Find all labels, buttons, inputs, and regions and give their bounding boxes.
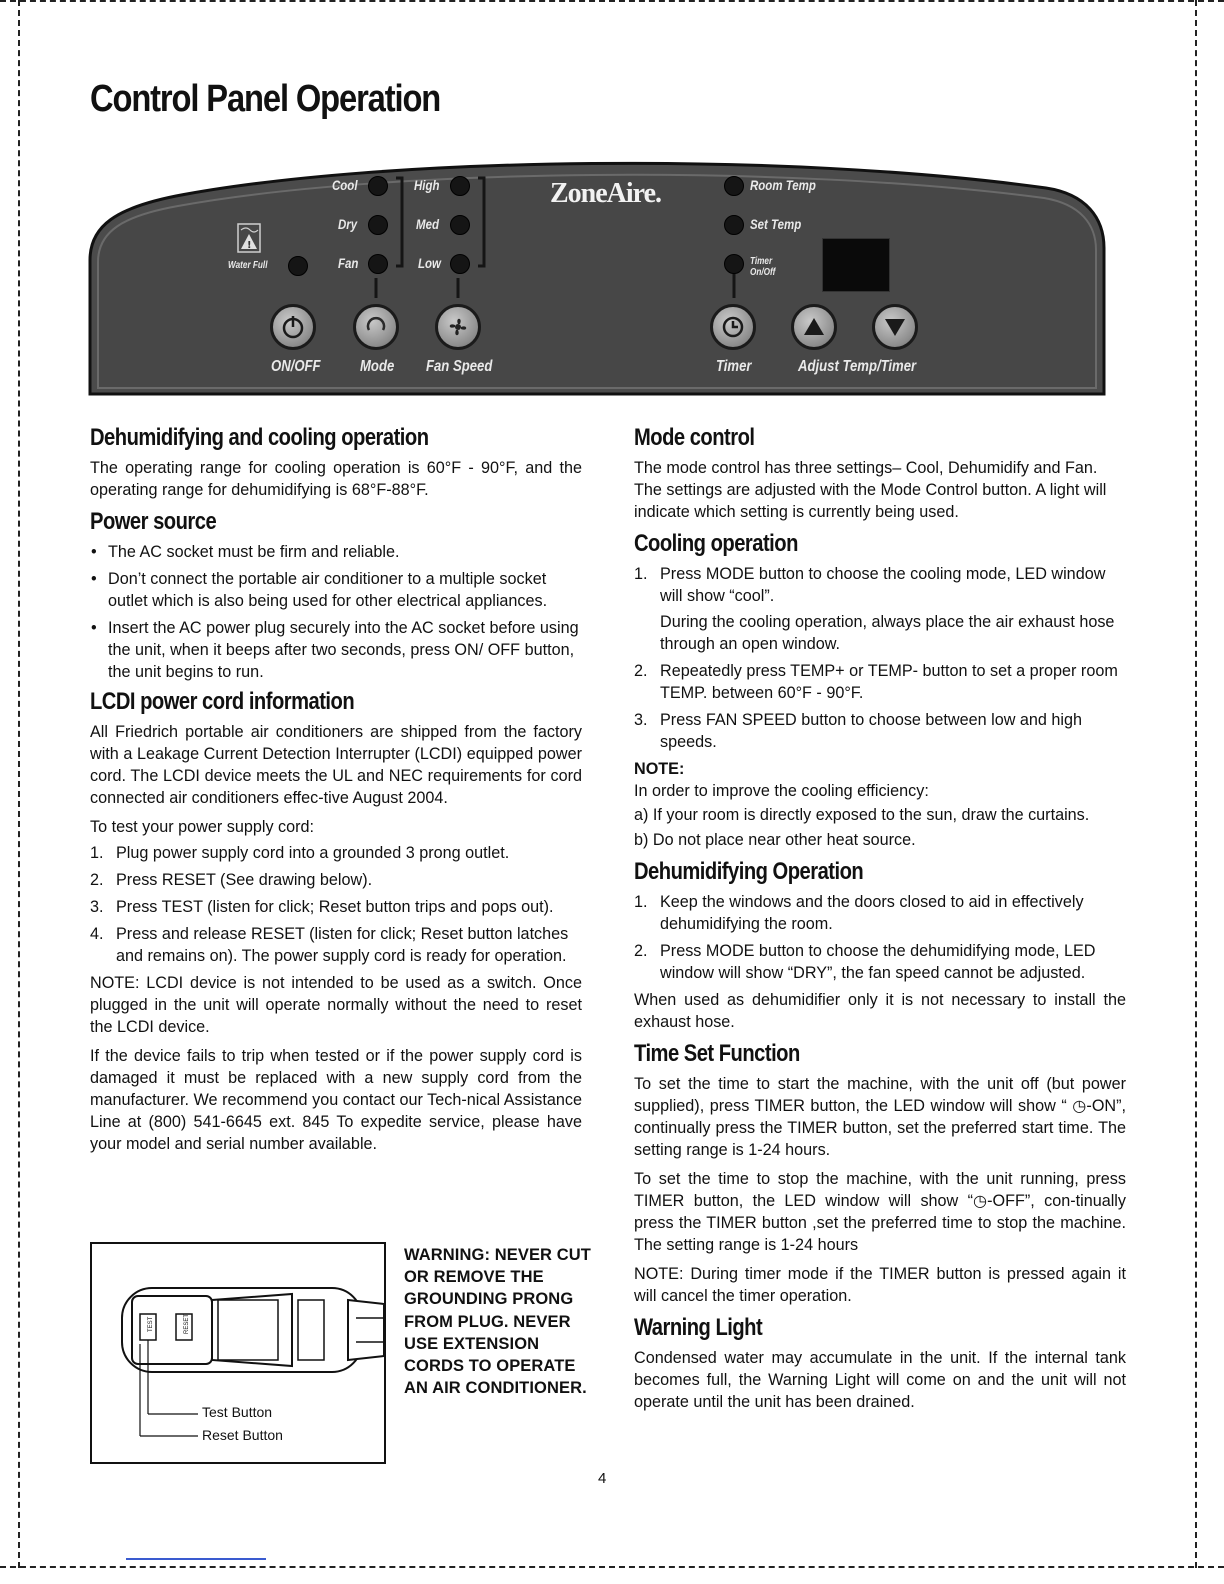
mode-label-fan: Fan bbox=[338, 255, 359, 271]
mode-control-text: The mode control has three settings– Cool, Dehumidify and Fan. The settings are adjusted with the Mode Control button. A light will indicate which setting is currently being used. bbox=[634, 459, 1107, 521]
fan-speed-button[interactable] bbox=[435, 304, 481, 350]
led-display-window bbox=[822, 238, 890, 292]
list-item: • The AC socket must be firm and reliable. bbox=[90, 541, 582, 563]
right-column bbox=[634, 424, 1126, 1420]
heading-lcdi: LCDI power cord information bbox=[90, 688, 355, 715]
cut-line-bottom bbox=[0, 1566, 1224, 1568]
grounding-warning: WARNING: NEVER CUT OR REMOVE THE GROUNDING PRONG FROM PLUG. NEVER USE EXTENSION CORDS TO OPERATE AN AIR CONDITIONER. bbox=[404, 1246, 591, 1398]
fan-led-low bbox=[450, 254, 470, 274]
fan-led-med bbox=[450, 215, 470, 235]
heading-dehumidifying-operation: Dehumidifying Operation bbox=[634, 858, 864, 885]
test-button-label: Test Button bbox=[202, 1404, 273, 1420]
cooling-note-heading: NOTE: bbox=[634, 760, 685, 778]
fan-label-high: High bbox=[414, 177, 440, 193]
timer-note-text: NOTE: During timer mode if the TIMER button is pressed again it will cancel the timer operation. bbox=[634, 1265, 1126, 1305]
fan-label-med: Med bbox=[416, 216, 439, 232]
fan-led-high bbox=[450, 176, 470, 196]
list-item: • Insert the AC power plug securely into the AC socket before using the unit, when it beeps after two seconds, press ON/ OFF button, the unit begins to run. bbox=[90, 617, 582, 683]
list-item: 2. Press MODE button to choose the dehumidifying mode, LED window will show “DRY”, the fan speed cannot be adjusted. bbox=[634, 942, 1096, 982]
dehumidifying-steps bbox=[634, 891, 1126, 984]
heading-mode-control: Mode control bbox=[634, 424, 755, 451]
timer-button[interactable] bbox=[710, 304, 756, 350]
mode-led-dry bbox=[368, 215, 388, 235]
heading-power-source: Power source bbox=[90, 508, 217, 535]
lcdi-fail-text: If the device fails to trip when tested or if the power supply cord is damaged it must be replaced with a new supply cord from the manufacturer. We recommend you contact our Tech-nical Assistance Line at (800) 541-6645 ext. 845 To expedite service, please have your model and serial number available. bbox=[90, 1047, 582, 1153]
mode-led-cool bbox=[368, 176, 388, 196]
lcdi-intro-text: All Friedrich portable air conditioners are shipped from the factory with a Leakage Current Detection Interrupter (LCDI) equipped power cord. The LCDI device meets the UL and NEC requirements for cord connected air conditioners effec-tive August 2004. bbox=[90, 723, 582, 807]
brand-logo: ZoneAire. bbox=[550, 178, 662, 209]
test-cord-steps bbox=[90, 842, 582, 967]
mode-label-dry: Dry bbox=[338, 216, 358, 232]
footer-rule bbox=[126, 1558, 266, 1560]
reset-button-label: Reset Button bbox=[202, 1427, 283, 1443]
fan-speed-label: Fan Speed bbox=[426, 358, 493, 375]
list-item: 4. Press and release RESET (listen for click; Reset button latches and remains on). The power supply cord is ready for operation. bbox=[90, 925, 569, 965]
mode-label-cool: Cool bbox=[332, 177, 358, 193]
on-off-label: ON/OFF bbox=[271, 358, 321, 375]
list-item: 2. Press RESET (See drawing below). bbox=[90, 871, 373, 889]
list-item: 3. Press FAN SPEED button to choose between low and high speeds. bbox=[634, 711, 1083, 751]
cut-line-right bbox=[1195, 0, 1197, 1568]
control-panel-illustration bbox=[86, 148, 1108, 400]
temp-up-button[interactable] bbox=[791, 304, 837, 350]
set-temp-label: Set Temp bbox=[750, 216, 802, 232]
list-item: 2. Repeatedly press TEMP+ or TEMP- button to set a proper room TEMP. between 60°F - 90°F. bbox=[634, 662, 1118, 702]
room-temp-label: Room Temp bbox=[750, 177, 816, 193]
mode-button[interactable] bbox=[353, 304, 399, 350]
fan-label-low: Low bbox=[418, 255, 441, 271]
heading-time-set-function: Time Set Function bbox=[634, 1040, 800, 1067]
page-number: 4 bbox=[598, 1470, 607, 1487]
dehumidifier-hose-text: When used as dehumidifier only it is not necessary to install the exhaust hose. bbox=[634, 991, 1126, 1031]
list-item: 1. Press MODE button to choose the cooling mode, LED window will show “cool”. During the cooling operation, always place the air exhaust hose through an open window. bbox=[634, 565, 1115, 653]
fan-icon bbox=[445, 314, 471, 340]
set-temp-led bbox=[724, 215, 744, 235]
mode-cycle-icon bbox=[363, 314, 389, 340]
list-item: • Don’t connect the portable air conditioner to a multiple socket outlet which is also being used for other electrical appliances. bbox=[90, 568, 582, 612]
cooling-note-a: a) If your room is directly exposed to the sun, draw the curtains. bbox=[634, 806, 1090, 824]
cut-line-left bbox=[18, 0, 20, 1568]
warning-light-text: Condensed water may accumulate in the unit. If the internal tank becomes full, the Warning Light will come on and the unit will not operate until the unit has been drained. bbox=[634, 1349, 1126, 1411]
cooling-note-intro: In order to improve the cooling efficiency: bbox=[634, 782, 929, 800]
water-full-label: Water Full bbox=[228, 260, 268, 271]
cooling-steps bbox=[634, 563, 1126, 753]
test-cord-intro: To test your power supply cord: bbox=[90, 818, 315, 836]
power-icon bbox=[280, 314, 306, 340]
room-temp-led bbox=[724, 176, 744, 196]
timer-stop-text: To set the time to stop the machine, with the unit running, press TIMER button, the LED window will show “◷-OFF”, con-tinually press the TIMER button ,set the preferred time to stop the machine. The setting range is 1-24 hours bbox=[634, 1170, 1126, 1254]
svg-text:RESET: RESET bbox=[184, 1313, 190, 1334]
list-item: 1. Plug power supply cord into a grounded 3 prong outlet. bbox=[90, 844, 510, 862]
water-full-led bbox=[288, 256, 308, 276]
timer-start-text: To set the time to start the machine, with the unit off (but power supplied), press TIMER button, the LED window will show “ ◷-ON”, continually press the TIMER button, set the preferred start time. The setting range is 1-24 hours. bbox=[634, 1075, 1126, 1159]
power-source-list bbox=[90, 541, 582, 683]
triangle-up-icon bbox=[801, 314, 827, 340]
temp-down-button[interactable] bbox=[872, 304, 918, 350]
cut-line-top bbox=[0, 0, 1224, 2]
list-item: 1. Keep the windows and the doors closed to aid in effectively dehumidifying the room. bbox=[634, 893, 1084, 933]
heading-cooling-operation: Cooling operation bbox=[634, 530, 798, 557]
mode-led-fan bbox=[368, 254, 388, 274]
mode-button-label: Mode bbox=[360, 358, 395, 375]
svg-text:TEST: TEST bbox=[148, 1316, 154, 1332]
on-off-button[interactable] bbox=[270, 304, 316, 350]
adjust-temp-timer-label: Adjust Temp/Timer bbox=[798, 358, 917, 375]
heading-dehumidifying-cooling: Dehumidifying and cooling operation bbox=[90, 424, 429, 451]
timer-button-label: Timer bbox=[716, 358, 752, 375]
triangle-down-icon bbox=[882, 314, 908, 340]
operating-range-text: The operating range for cooling operation is 60°F - 90°F, and the operating range for dehumidifying is 68°F-88°F. bbox=[90, 459, 582, 499]
heading-warning-light: Warning Light bbox=[634, 1314, 763, 1341]
cooling-note-b: b) Do not place near other heat source. bbox=[634, 831, 916, 849]
clock-icon bbox=[720, 314, 746, 340]
left-column bbox=[90, 424, 582, 1162]
timer-led bbox=[724, 254, 744, 274]
lcdi-note-text: NOTE: LCDI device is not intended to be used as a switch. Once plugged in the unit will operate normally without the need to reset the LCDI device. bbox=[90, 974, 582, 1036]
list-item: 3. Press TEST (listen for click; Reset button trips and pops out). bbox=[90, 898, 554, 916]
plug-diagram bbox=[90, 1242, 386, 1464]
svg-text:!: ! bbox=[247, 240, 252, 251]
page-title: Control Panel Operation bbox=[90, 78, 441, 120]
timer-on-off-label: Timer On/Off bbox=[750, 256, 776, 278]
